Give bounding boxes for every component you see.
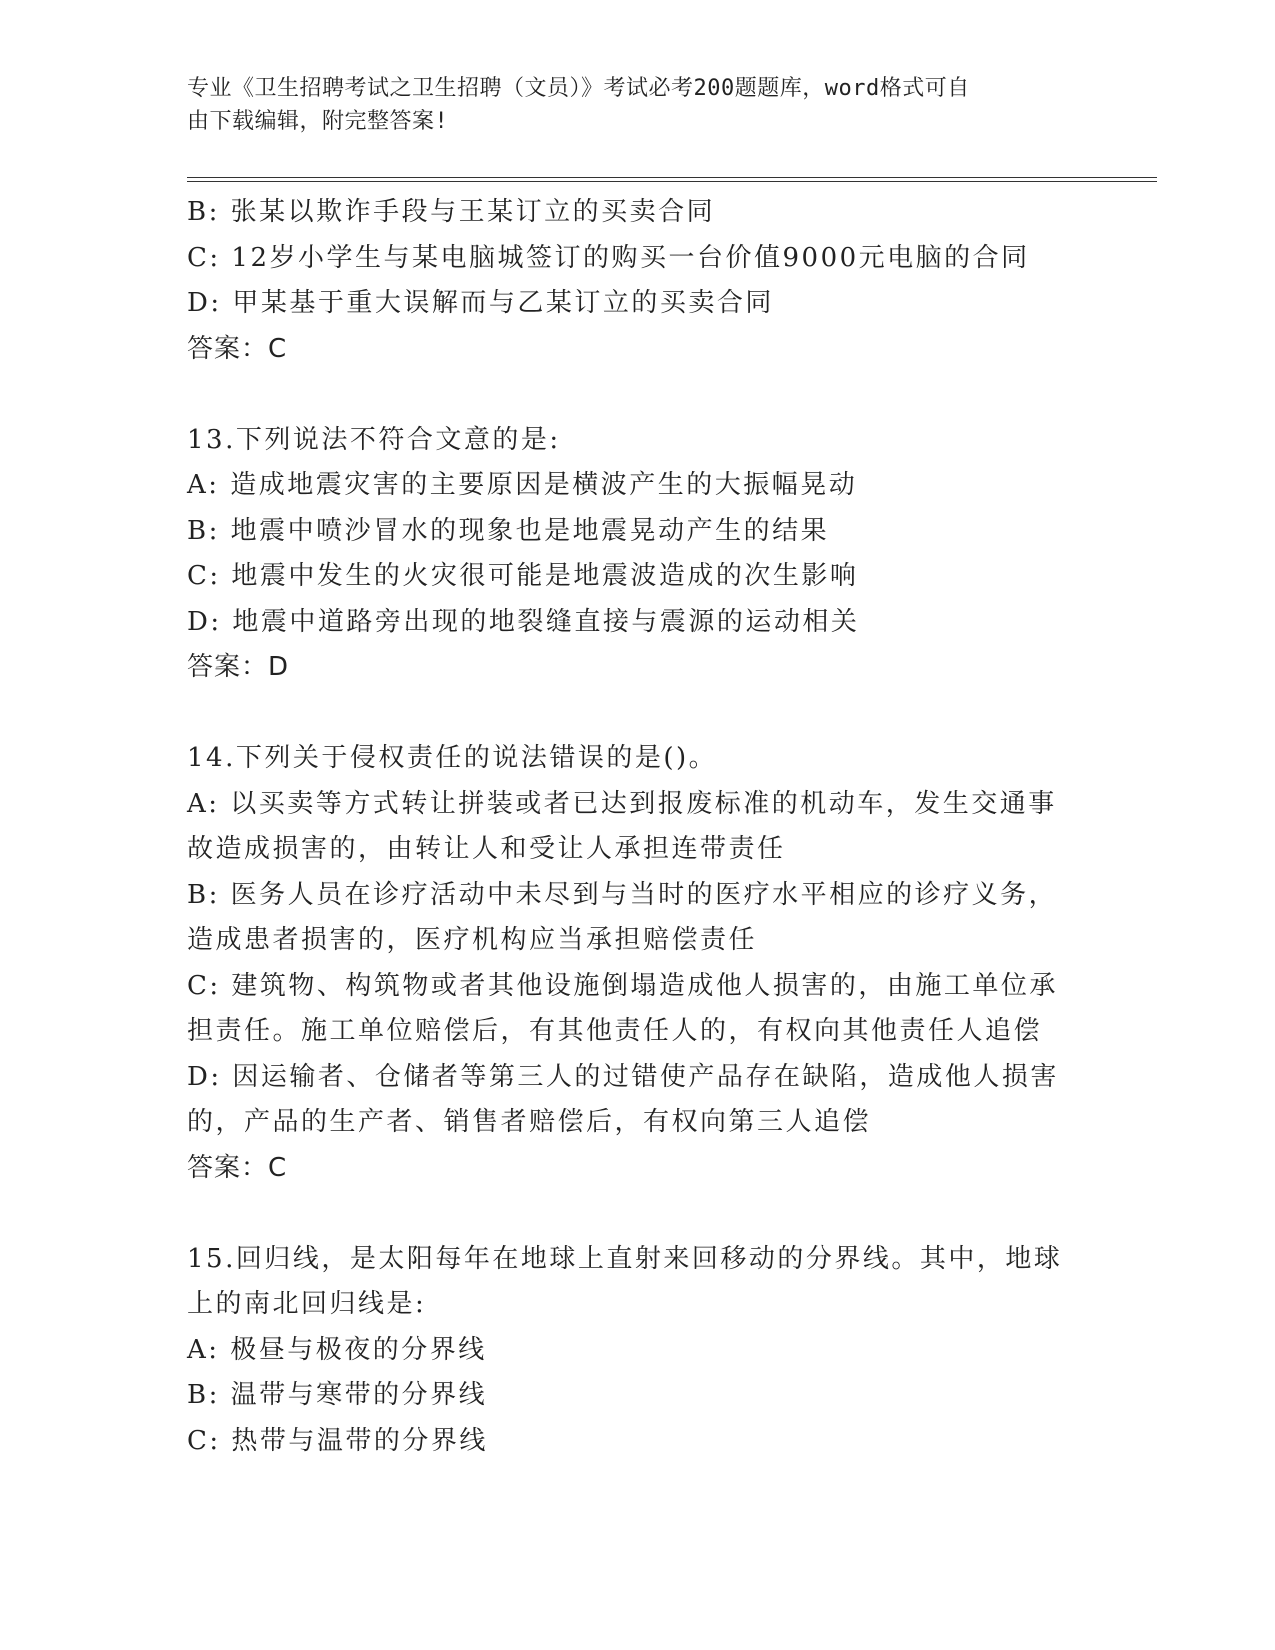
q14-answer: 答案：C: [187, 1152, 288, 1183]
q13-stem: 13.下列说法不符合文意的是:: [187, 424, 561, 455]
q15-option-b: B: 温带与寒带的分界线: [187, 1380, 488, 1410]
q13-option-d: D: 地震中道路旁出现的地裂缝直接与震源的运动相关: [187, 606, 860, 637]
question-13: [187, 418, 1087, 691]
q14-option-d-line-1: D: 因运输者、仓储者等第三人的过错使产品存在缺陷，造成他人损害: [187, 1061, 1059, 1092]
header-rule-bottom: [187, 181, 1157, 182]
q14-stem: 14.下列关于侵权责任的说法错误的是()。: [187, 743, 718, 773]
question-12: [187, 190, 1087, 372]
document-header: [187, 72, 1087, 138]
spacer: [187, 372, 1087, 418]
question-content: [187, 190, 1087, 1464]
q13-answer: 答案：D: [187, 652, 290, 682]
q14-option-d-line-2: 的，产品的生产者、销售者赔偿后，有权向第三人追偿: [187, 1107, 872, 1137]
q14-option-b-line-2: 造成患者损害的，医疗机构应当承担赔偿责任: [187, 925, 758, 955]
q14-option-a-line-2: 故造成损害的，由转让人和受让人承担连带责任: [187, 834, 786, 864]
q15-option-c: C: 热带与温带的分界线: [187, 1425, 488, 1456]
header-line-1: 专业《卫生招聘考试之卫生招聘（文员）》考试必考200题题库，word格式可自: [187, 76, 970, 101]
q15-option-a: A: 极昼与极夜的分界线: [187, 1334, 487, 1365]
q12-option-c: C: 12岁小学生与某电脑城签订的购买一台价值9000元电脑的合同: [187, 242, 1030, 273]
q14-option-b-line-1: B: 医务人员在诊疗活动中未尽到与当时的医疗水平相应的诊疗义务，: [187, 879, 1058, 910]
q14-option-c-line-1: C: 建筑物、构筑物或者其他设施倒塌造成他人损害的，由施工单位承: [187, 970, 1058, 1001]
q15-stem-line-2: 上的南北回归线是:: [187, 1289, 427, 1319]
q12-answer: 答案：C: [187, 333, 288, 364]
q13-option-a: A: 造成地震灾害的主要原因是横波产生的大振幅晃动: [187, 470, 858, 500]
q13-option-c: C: 地震中发生的火灾很可能是地震波造成的次生影响: [187, 561, 859, 591]
header-line-2: 由下载编辑，附完整答案!: [187, 109, 449, 134]
q14-option-a-line-1: A: 以买卖等方式转让拼装或者已达到报废标准的机动车，发生交通事: [187, 788, 1057, 819]
question-15: [187, 1237, 1087, 1465]
header-rule-top: [187, 177, 1157, 178]
q15-stem-line-1: 15.回归线，是太阳每年在地球上直射来回移动的分界线。其中，地球: [187, 1243, 1063, 1274]
spacer: [187, 691, 1087, 737]
q12-option-b: B: 张某以欺诈手段与王某订立的买卖合同: [187, 197, 716, 227]
q12-option-d: D: 甲某基于重大误解而与乙某订立的买卖合同: [187, 288, 774, 318]
q14-option-c-line-2: 担责任。施工单位赔偿后，有其他责任人的，有权向其他责任人追偿: [187, 1016, 1043, 1046]
q13-option-b: B: 地震中喷沙冒水的现象也是地震晃动产生的结果: [187, 515, 830, 546]
spacer: [187, 1191, 1087, 1237]
question-14: [187, 736, 1087, 1191]
